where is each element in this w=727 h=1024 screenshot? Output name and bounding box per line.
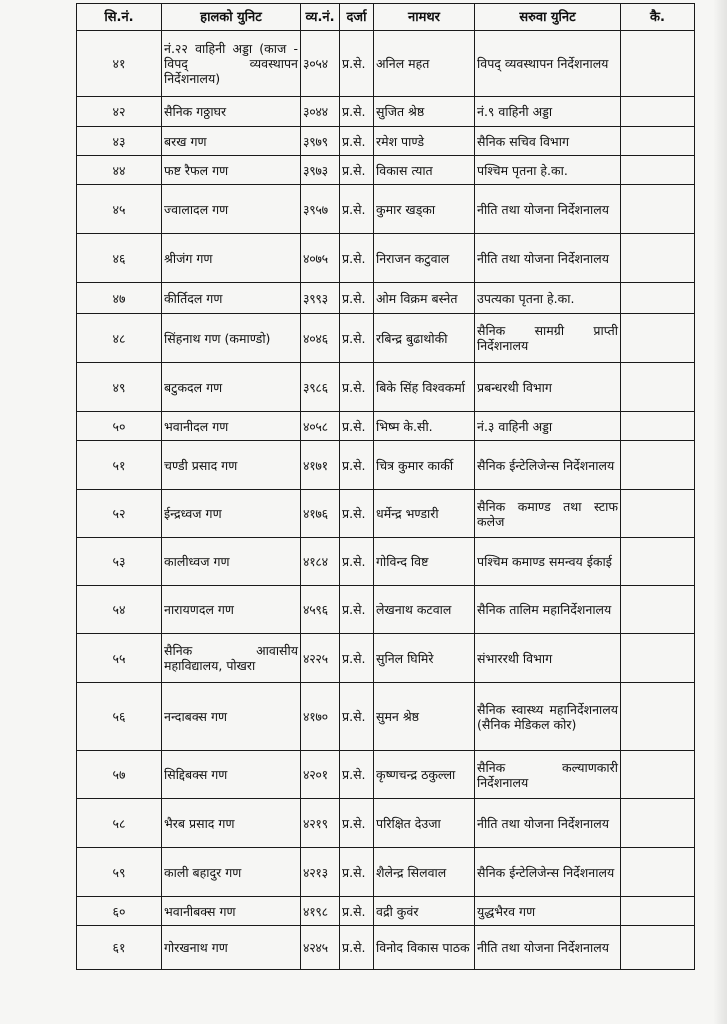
cell-current-unit: भैरब प्रसाद गण — [162, 799, 301, 848]
cell-transfer-unit: नीति तथा योजना निर्देशनालय — [475, 234, 621, 283]
cell-current-unit: चण्डी प्रसाद गण — [162, 441, 301, 490]
cell-transfer-unit: सैनिक कल्याणकारी निर्देशनालय — [475, 751, 621, 799]
cell-name: कृष्णचन्द्र ठकुल्ला — [374, 751, 475, 799]
cell-serial: ४७ — [77, 283, 162, 314]
cell-current-unit: फष्ट रैफल गण — [162, 156, 301, 185]
cell-remarks — [621, 156, 695, 185]
cell-serial: ४४ — [77, 156, 162, 185]
cell-remarks — [621, 634, 695, 683]
cell-remarks — [621, 441, 695, 490]
cell-current-unit: ज्वालादल गण — [162, 185, 301, 234]
cell-name: सुनिल घिमिरे — [374, 634, 475, 683]
cell-transfer-unit: संभाररथी विभाग — [475, 634, 621, 683]
cell-transfer-unit: युद्धभैरव गण — [475, 897, 621, 926]
cell-transfer-unit: विपद् व्यवस्थापन निर्देशनालय — [475, 31, 621, 97]
table-header-row — [77, 4, 695, 31]
cell-rank: प्र.से. — [340, 314, 374, 363]
table-row — [77, 185, 695, 234]
cell-current-unit: बरख गण — [162, 127, 301, 156]
cell-serial: ५५ — [77, 634, 162, 683]
cell-name: सुमन श्रेष्ठ — [374, 683, 475, 751]
cell-personal-number: ४०४६ — [301, 314, 340, 363]
cell-name: कुमार खड्का — [374, 185, 475, 234]
cell-current-unit: काली बहादुर गण — [162, 848, 301, 897]
cell-current-unit: नं.२२ वाहिनी अड्डा (काज - विपद् व्यवस्थापन निर्देशनालय) — [162, 31, 301, 97]
cell-rank: प्र.से. — [340, 185, 374, 234]
cell-rank: प्र.से. — [340, 490, 374, 538]
cell-serial: ५३ — [77, 538, 162, 586]
cell-personal-number: ४५९६ — [301, 586, 340, 634]
cell-personal-number: ४१७१ — [301, 441, 340, 490]
cell-name: धर्मेन्द्र भण्डारी — [374, 490, 475, 538]
cell-remarks — [621, 283, 695, 314]
cell-remarks — [621, 848, 695, 897]
cell-rank: प्र.से. — [340, 926, 374, 970]
cell-serial: ५२ — [77, 490, 162, 538]
cell-current-unit: सैनिक गठ्ठाघर — [162, 97, 301, 127]
cell-personal-number: ३९९३ — [301, 283, 340, 314]
cell-transfer-unit: पश्चिम पृतना हे.का. — [475, 156, 621, 185]
cell-serial: ५८ — [77, 799, 162, 848]
cell-current-unit: सैनिक आवासीय महाविद्यालय, पोखरा — [162, 634, 301, 683]
cell-rank: प्र.से. — [340, 127, 374, 156]
cell-personal-number: ३०५४ — [301, 31, 340, 97]
cell-current-unit: भवानीदल गण — [162, 412, 301, 441]
table-row — [77, 314, 695, 363]
table-row — [77, 97, 695, 127]
table-row — [77, 127, 695, 156]
cell-name: रमेश पाण्डे — [374, 127, 475, 156]
cell-name: सुजित श्रेष्ठ — [374, 97, 475, 127]
cell-personal-number: ३९५७ — [301, 185, 340, 234]
cell-current-unit: बटुकदल गण — [162, 363, 301, 412]
cell-name: शैलेन्द्र सिलवाल — [374, 848, 475, 897]
cell-rank: प्र.से. — [340, 848, 374, 897]
cell-personal-number: ४२४५ — [301, 926, 340, 970]
cell-serial: ४२ — [77, 97, 162, 127]
cell-name: वद्री कुवंर — [374, 897, 475, 926]
cell-current-unit: नारायणदल गण — [162, 586, 301, 634]
cell-rank: प्र.से. — [340, 683, 374, 751]
cell-name: अनिल महत — [374, 31, 475, 97]
table-row — [77, 31, 695, 97]
cell-name: परिक्षित देउजा — [374, 799, 475, 848]
header-serial: सि.नं. — [77, 4, 162, 31]
cell-personal-number: ४१७६ — [301, 490, 340, 538]
cell-transfer-unit: पश्चिम कमाण्ड समन्वय ईकाई — [475, 538, 621, 586]
cell-rank: प्र.से. — [340, 538, 374, 586]
cell-remarks — [621, 538, 695, 586]
table-row — [77, 751, 695, 799]
cell-personal-number: ४१८४ — [301, 538, 340, 586]
cell-name: विनोद विकास पाठक — [374, 926, 475, 970]
table-row — [77, 538, 695, 586]
cell-serial: ४१ — [77, 31, 162, 97]
cell-remarks — [621, 751, 695, 799]
header-personal-number: व्य.नं. — [301, 4, 340, 31]
cell-serial: ५९ — [77, 848, 162, 897]
cell-transfer-unit: नीति तथा योजना निर्देशनालय — [475, 799, 621, 848]
cell-current-unit: कालीध्वज गण — [162, 538, 301, 586]
cell-transfer-unit: सैनिक ईन्टेलिजेन्स निर्देशनालय — [475, 441, 621, 490]
header-current-unit: हालको युनिट — [162, 4, 301, 31]
cell-rank: प्र.से. — [340, 634, 374, 683]
cell-personal-number: ३९८६ — [301, 363, 340, 412]
cell-serial: ५० — [77, 412, 162, 441]
cell-transfer-unit: उपत्यका पृतना हे.का. — [475, 283, 621, 314]
cell-remarks — [621, 185, 695, 234]
cell-transfer-unit: सैनिक कमाण्ड तथा स्टाफ कलेज — [475, 490, 621, 538]
header-name: नामथर — [374, 4, 475, 31]
cell-rank: प्र.से. — [340, 412, 374, 441]
cell-rank: प्र.से. — [340, 97, 374, 127]
cell-current-unit: सिंहनाथ गण (कमाण्डो) — [162, 314, 301, 363]
table-row — [77, 586, 695, 634]
cell-current-unit: श्रीजंग गण — [162, 234, 301, 283]
table-row — [77, 441, 695, 490]
cell-rank: प्र.से. — [340, 799, 374, 848]
cell-serial: ४९ — [77, 363, 162, 412]
table-body — [77, 31, 695, 970]
cell-current-unit: गोरखनाथ गण — [162, 926, 301, 970]
cell-serial: ६१ — [77, 926, 162, 970]
cell-rank: प्र.से. — [340, 31, 374, 97]
transfer-table — [76, 3, 695, 970]
cell-current-unit: भवानीबक्स गण — [162, 897, 301, 926]
cell-transfer-unit: सैनिक स्वास्थ्य महानिर्देशनालय (सैनिक मेडिकल कोर) — [475, 683, 621, 751]
cell-personal-number: ४२०१ — [301, 751, 340, 799]
cell-name: चित्र कुमार कार्की — [374, 441, 475, 490]
cell-current-unit: नन्दाबक्स गण — [162, 683, 301, 751]
cell-rank: प्र.से. — [340, 234, 374, 283]
table-row — [77, 283, 695, 314]
cell-name: भिष्म के.सी. — [374, 412, 475, 441]
cell-transfer-unit: सैनिक सचिव विभाग — [475, 127, 621, 156]
cell-remarks — [621, 683, 695, 751]
cell-current-unit: सिद्दिबक्स गण — [162, 751, 301, 799]
cell-transfer-unit: नीति तथा योजना निर्देशनालय — [475, 185, 621, 234]
cell-remarks — [621, 31, 695, 97]
cell-rank: प्र.से. — [340, 751, 374, 799]
table-row — [77, 156, 695, 185]
cell-personal-number: ४०५८ — [301, 412, 340, 441]
table-row — [77, 490, 695, 538]
cell-name: विकास त्यात — [374, 156, 475, 185]
cell-rank: प्र.से. — [340, 897, 374, 926]
cell-personal-number: ३९७३ — [301, 156, 340, 185]
cell-personal-number: ४१७० — [301, 683, 340, 751]
cell-personal-number: ४१९८ — [301, 897, 340, 926]
cell-name: निराजन कटुवाल — [374, 234, 475, 283]
cell-serial: ४३ — [77, 127, 162, 156]
cell-personal-number: ४२१९ — [301, 799, 340, 848]
table-row — [77, 234, 695, 283]
cell-current-unit: कीर्तिदल गण — [162, 283, 301, 314]
cell-serial: ५१ — [77, 441, 162, 490]
header-transfer-unit: सरुवा युनिट — [475, 4, 621, 31]
cell-remarks — [621, 586, 695, 634]
cell-remarks — [621, 926, 695, 970]
cell-remarks — [621, 234, 695, 283]
cell-personal-number: ३९७९ — [301, 127, 340, 156]
cell-name: लेखनाथ कटवाल — [374, 586, 475, 634]
cell-transfer-unit: नीति तथा योजना निर्देशनालय — [475, 926, 621, 970]
cell-name: रबिन्द्र बुढाथोकी — [374, 314, 475, 363]
cell-personal-number: ४२२५ — [301, 634, 340, 683]
cell-remarks — [621, 490, 695, 538]
cell-serial: ६० — [77, 897, 162, 926]
cell-personal-number: ४०७५ — [301, 234, 340, 283]
cell-serial: ४८ — [77, 314, 162, 363]
cell-remarks — [621, 314, 695, 363]
table-row — [77, 683, 695, 751]
cell-serial: ४५ — [77, 185, 162, 234]
cell-remarks — [621, 363, 695, 412]
cell-rank: प्र.से. — [340, 283, 374, 314]
table-row — [77, 926, 695, 970]
table-row — [77, 363, 695, 412]
table-row — [77, 848, 695, 897]
cell-rank: प्र.से. — [340, 363, 374, 412]
cell-transfer-unit: नं.९ वाहिनी अड्डा — [475, 97, 621, 127]
table-row — [77, 412, 695, 441]
cell-rank: प्र.से. — [340, 441, 374, 490]
cell-transfer-unit: प्रबन्धरथी विभाग — [475, 363, 621, 412]
cell-serial: ५४ — [77, 586, 162, 634]
cell-transfer-unit: नं.३ वाहिनी अड्डा — [475, 412, 621, 441]
cell-remarks — [621, 127, 695, 156]
cell-remarks — [621, 897, 695, 926]
table-row — [77, 799, 695, 848]
cell-remarks — [621, 97, 695, 127]
cell-transfer-unit: सैनिक ईन्टेलिजेन्स निर्देशनालय — [475, 848, 621, 897]
header-remarks: कै. — [621, 4, 695, 31]
cell-name: ओम विक्रम बस्नेत — [374, 283, 475, 314]
cell-personal-number: ३०४४ — [301, 97, 340, 127]
cell-serial: ५७ — [77, 751, 162, 799]
cell-serial: ५६ — [77, 683, 162, 751]
cell-name: गोविन्द विष्ट — [374, 538, 475, 586]
cell-remarks — [621, 412, 695, 441]
cell-serial: ४६ — [77, 234, 162, 283]
cell-transfer-unit: सैनिक तालिम महानिर्देशनालय — [475, 586, 621, 634]
page-edge-shadow — [713, 0, 727, 1024]
cell-rank: प्र.से. — [340, 156, 374, 185]
header-rank: दर्जा — [340, 4, 374, 31]
table-row — [77, 634, 695, 683]
cell-current-unit: ईन्द्रध्वज गण — [162, 490, 301, 538]
cell-name: बिके सिंह विश्वकर्मा — [374, 363, 475, 412]
cell-personal-number: ४२१३ — [301, 848, 340, 897]
cell-rank: प्र.से. — [340, 586, 374, 634]
cell-remarks — [621, 799, 695, 848]
cell-transfer-unit: सैनिक सामग्री प्राप्ती निर्देशनालय — [475, 314, 621, 363]
table-row — [77, 897, 695, 926]
